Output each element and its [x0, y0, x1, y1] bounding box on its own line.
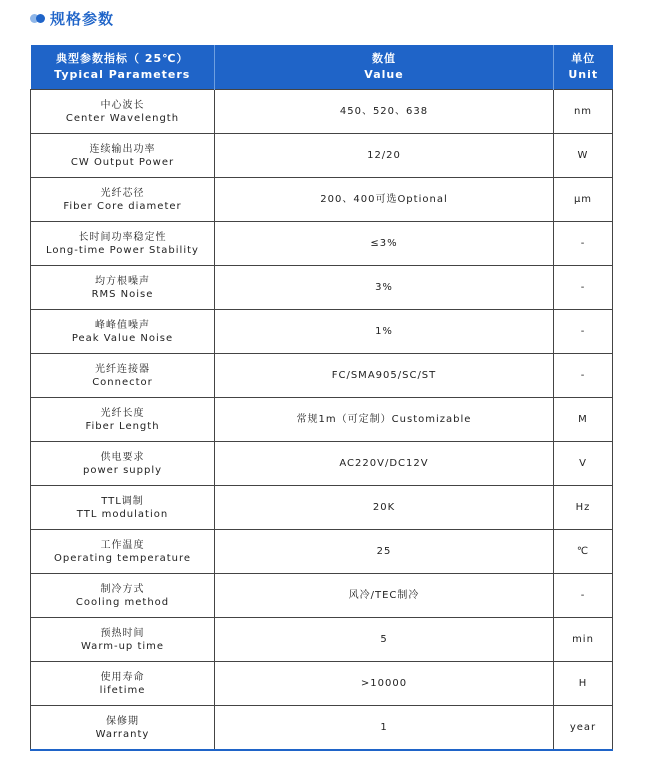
parameter-en: CW Output Power — [70, 156, 175, 168]
parameter-zh: 预热时间 — [100, 627, 145, 639]
value-cell: >10000 — [215, 662, 554, 706]
parameter-en: Fiber Core diameter — [63, 200, 182, 212]
spec-table — [30, 45, 613, 751]
unit-cell: μm — [554, 178, 613, 222]
parameter-en: TTL modulation — [76, 508, 169, 520]
parameter-cell — [31, 618, 215, 662]
section-title: 规格参数 — [50, 9, 115, 28]
parameter-cell — [31, 398, 215, 442]
unit-cell: H — [554, 662, 613, 706]
value-cell: 200、400可选Optional — [215, 178, 554, 222]
table-row — [31, 442, 613, 486]
parameter-zh: 连续输出功率 — [89, 143, 156, 155]
parameter-cell — [31, 662, 215, 706]
parameter-zh: 供电要求 — [100, 451, 145, 463]
unit-cell: V — [554, 442, 613, 486]
parameter-zh: 中心波长 — [100, 99, 145, 111]
unit-cell: year — [554, 706, 613, 751]
table-row — [31, 486, 613, 530]
value-cell: FC/SMA905/SC/ST — [215, 354, 554, 398]
header-unit-en: Unit — [568, 68, 599, 81]
header-unit — [554, 45, 613, 90]
value-cell: 12/20 — [215, 134, 554, 178]
table-row — [31, 398, 613, 442]
parameter-cell — [31, 310, 215, 354]
table-row — [31, 134, 613, 178]
table-row — [31, 618, 613, 662]
table-row — [31, 178, 613, 222]
parameter-zh: 峰峰值噪声 — [95, 319, 150, 331]
value-cell: 风冷/TEC制冷 — [215, 574, 554, 618]
value-cell: 3% — [215, 266, 554, 310]
parameter-en: power supply — [82, 464, 163, 476]
table-row — [31, 222, 613, 266]
unit-cell: W — [554, 134, 613, 178]
parameter-zh: 使用寿命 — [100, 671, 145, 683]
table-row — [31, 310, 613, 354]
parameter-cell — [31, 574, 215, 618]
parameter-cell — [31, 486, 215, 530]
value-cell: 450、520、638 — [215, 90, 554, 134]
value-cell: 20K — [215, 486, 554, 530]
table-row — [31, 354, 613, 398]
header-value-en: Value — [364, 68, 404, 81]
table-row — [31, 662, 613, 706]
header-value-zh: 数值 — [372, 52, 396, 65]
value-cell: AC220V/DC12V — [215, 442, 554, 486]
parameter-en: RMS Noise — [91, 288, 154, 300]
section-heading — [30, 6, 114, 30]
parameter-cell — [31, 222, 215, 266]
value-cell: 1% — [215, 310, 554, 354]
value-cell: 1 — [215, 706, 554, 751]
header-value — [215, 45, 554, 90]
parameter-cell — [31, 134, 215, 178]
header-parameter-zh: 典型参数指标（ 25℃） — [56, 52, 189, 65]
table-row — [31, 266, 613, 310]
parameter-zh: 长时间功率稳定性 — [78, 231, 167, 243]
parameter-zh: TTL调制 — [101, 495, 144, 507]
unit-cell: nm — [554, 90, 613, 134]
parameter-en: Connector — [92, 376, 153, 388]
parameter-zh: 光纤长度 — [100, 407, 145, 419]
table-row — [31, 574, 613, 618]
unit-cell: ℃ — [554, 530, 613, 574]
unit-cell: - — [554, 310, 613, 354]
value-cell: 常规1m（可定制）Customizable — [215, 398, 554, 442]
parameter-cell — [31, 530, 215, 574]
parameter-zh: 光纤芯径 — [100, 187, 145, 199]
parameter-en: Peak Value Noise — [71, 332, 174, 344]
unit-cell: min — [554, 618, 613, 662]
header-unit-zh: 单位 — [571, 52, 596, 65]
parameter-en: Fiber Length — [85, 420, 160, 432]
value-cell: 25 — [215, 530, 554, 574]
header-parameter — [31, 45, 215, 90]
bullet-dots-icon — [30, 14, 45, 23]
parameter-zh: 均方根噪声 — [95, 275, 150, 287]
parameter-en: Cooling method — [75, 596, 170, 608]
parameter-en: Warm-up time — [80, 640, 165, 652]
unit-cell: - — [554, 354, 613, 398]
parameter-zh: 制冷方式 — [100, 583, 145, 595]
table-row — [31, 530, 613, 574]
unit-cell: - — [554, 266, 613, 310]
unit-cell: - — [554, 222, 613, 266]
parameter-en: lifetime — [99, 684, 146, 696]
value-cell: ≤3% — [215, 222, 554, 266]
unit-cell: Hz — [554, 486, 613, 530]
parameter-en: Warranty — [95, 728, 150, 740]
parameter-cell — [31, 178, 215, 222]
parameter-cell — [31, 266, 215, 310]
parameter-en: Center Wavelength — [65, 112, 180, 124]
value-cell: 5 — [215, 618, 554, 662]
parameter-en: Operating temperature — [53, 552, 192, 564]
parameter-cell — [31, 442, 215, 486]
parameter-zh: 光纤连接器 — [95, 363, 150, 375]
parameter-cell — [31, 354, 215, 398]
unit-cell: - — [554, 574, 613, 618]
parameter-zh: 工作温度 — [100, 539, 145, 551]
parameter-en: Long-time Power Stability — [46, 244, 199, 256]
table-row — [31, 706, 613, 751]
parameter-cell — [31, 90, 215, 134]
parameter-cell — [31, 706, 215, 751]
table-header-row — [31, 45, 613, 90]
table-row — [31, 90, 613, 134]
unit-cell: M — [554, 398, 613, 442]
header-parameter-en: Typical Parameters — [54, 68, 191, 81]
parameter-zh: 保修期 — [106, 715, 139, 727]
